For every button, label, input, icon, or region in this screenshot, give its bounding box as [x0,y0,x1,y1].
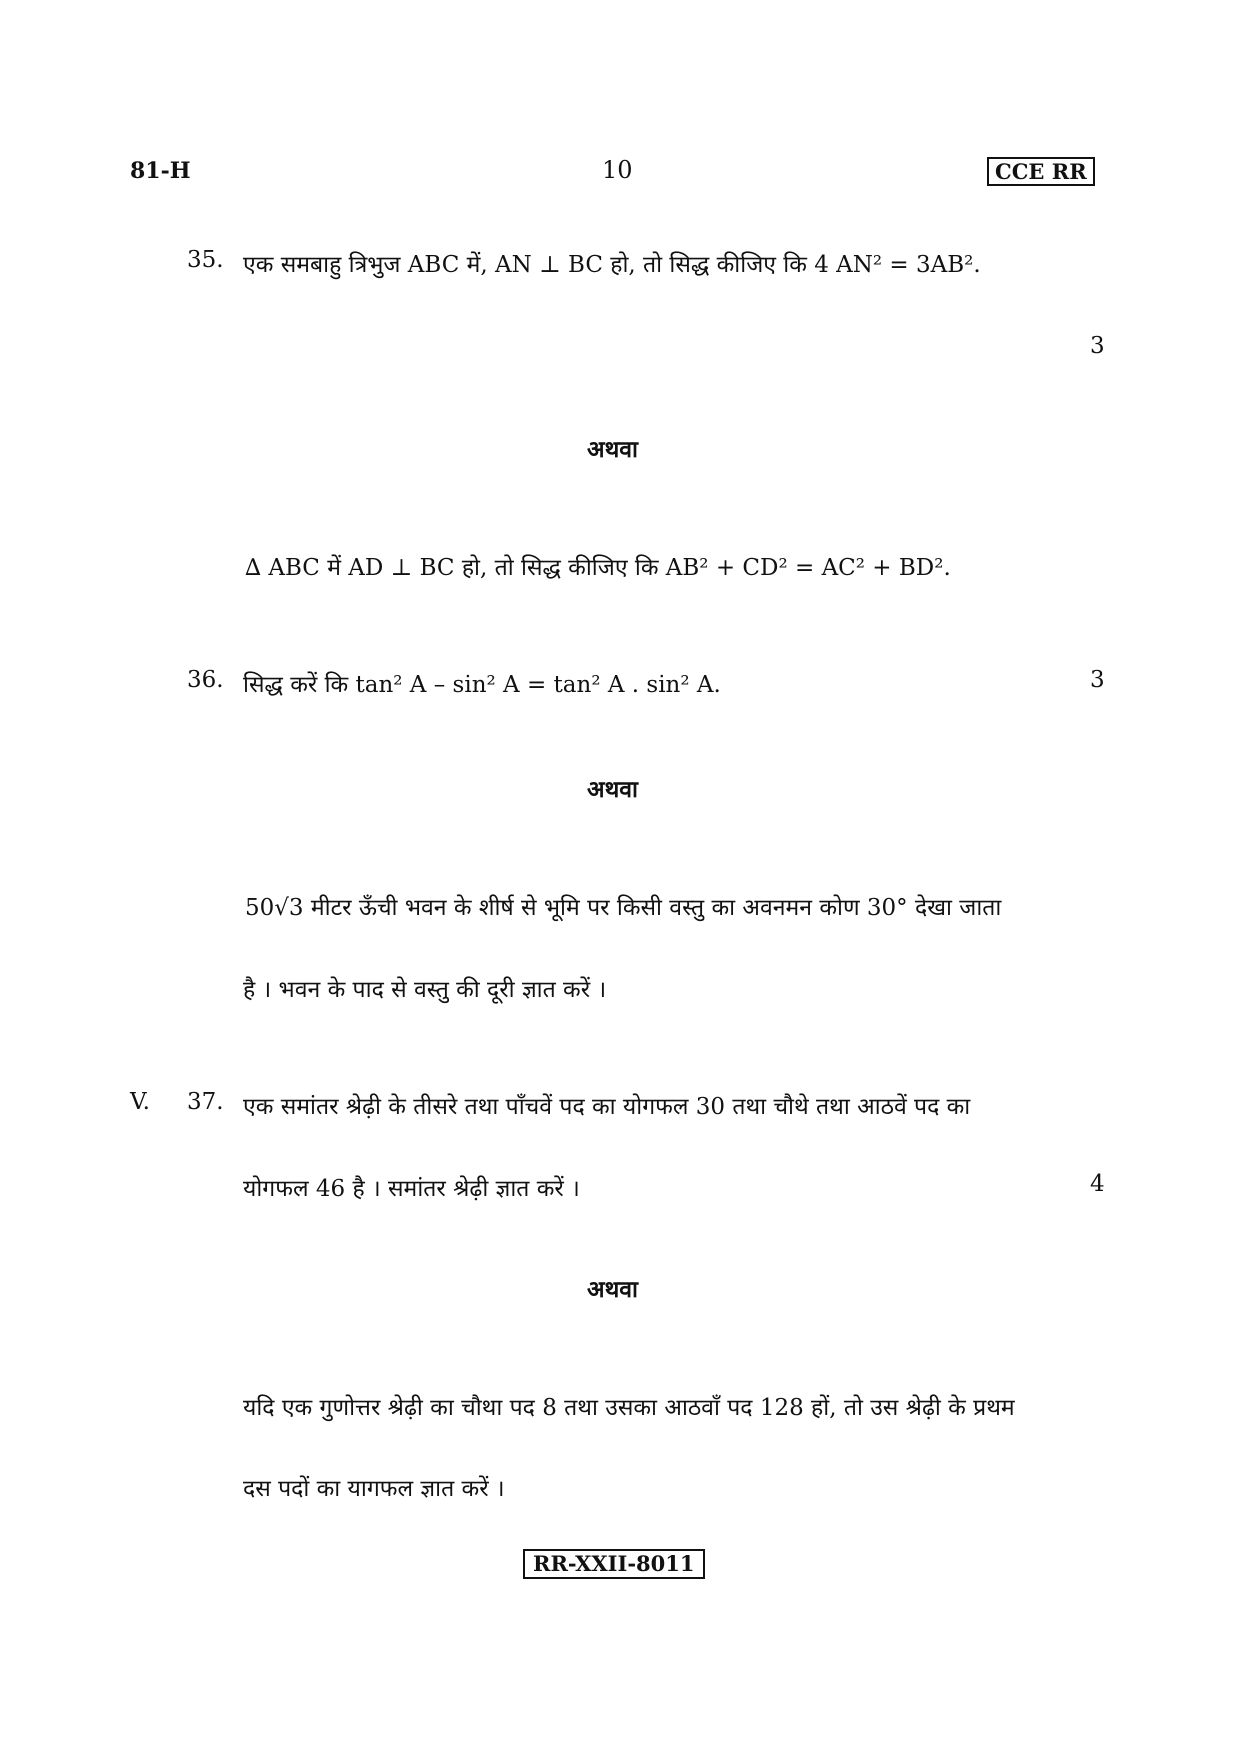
question-37-number: 37. [187,1089,224,1115]
or-label-37: अथवा [587,1276,639,1303]
question-35-marks: 3 [1090,333,1105,359]
question-36-text: सिद्ध करें कि tan² A – sin² A = tan² A . sin² A. [243,672,721,698]
question-35-number: 35. [187,247,224,273]
question-37-marks: 4 [1090,1171,1105,1197]
question-35-alternative: ∆ ABC में AD ⊥ BC हो, तो सिद्ध कीजिए कि AB² + CD² = AC² + BD². [245,555,951,581]
question-36-alternative-line2: है । भवन के पाद से वस्तु की दूरी ज्ञात करें । [243,977,607,1003]
or-label-36: अथवा [587,776,639,803]
paper-code: 81-H [130,158,191,184]
page-number: 10 [602,156,633,184]
question-36-number: 36. [187,667,224,693]
section-label: V. [130,1089,150,1115]
question-37-line1: एक समांतर श्रेढ़ी के तीसरे तथा पाँचवें पद का योगफल 30 तथा चौथे तथा आठवें पद का [243,1094,971,1120]
question-35-text: एक समबाहु त्रिभुज ABC में, AN ⊥ BC हो, तो सिद्ध कीजिए कि 4 AN² = 3AB². [243,252,981,278]
series-code-box: CCE RR [987,157,1095,186]
question-36-alternative-line1: 50√3 मीटर ऊँची भवन के शीर्ष से भूमि पर किसी वस्तु का अवनमन कोण 30° देखा जाता [245,895,1002,921]
question-37-alternative-line1: यदि एक गुणोत्तर श्रेढ़ी का चौथा पद 8 तथा उसका आठवाँ पद 128 हों, तो उस श्रेढ़ी के प्रथम [243,1395,1015,1421]
question-37-alternative-line2: दस पदों का यागफल ज्ञात करें । [243,1476,505,1502]
footer-paper-code: RR-XXII-8011 [523,1549,705,1579]
question-36-marks: 3 [1090,667,1105,693]
or-label-35: अथवा [587,436,639,463]
question-37-line2: योगफल 46 है । समांतर श्रेढ़ी ज्ञात करें । [243,1176,580,1202]
